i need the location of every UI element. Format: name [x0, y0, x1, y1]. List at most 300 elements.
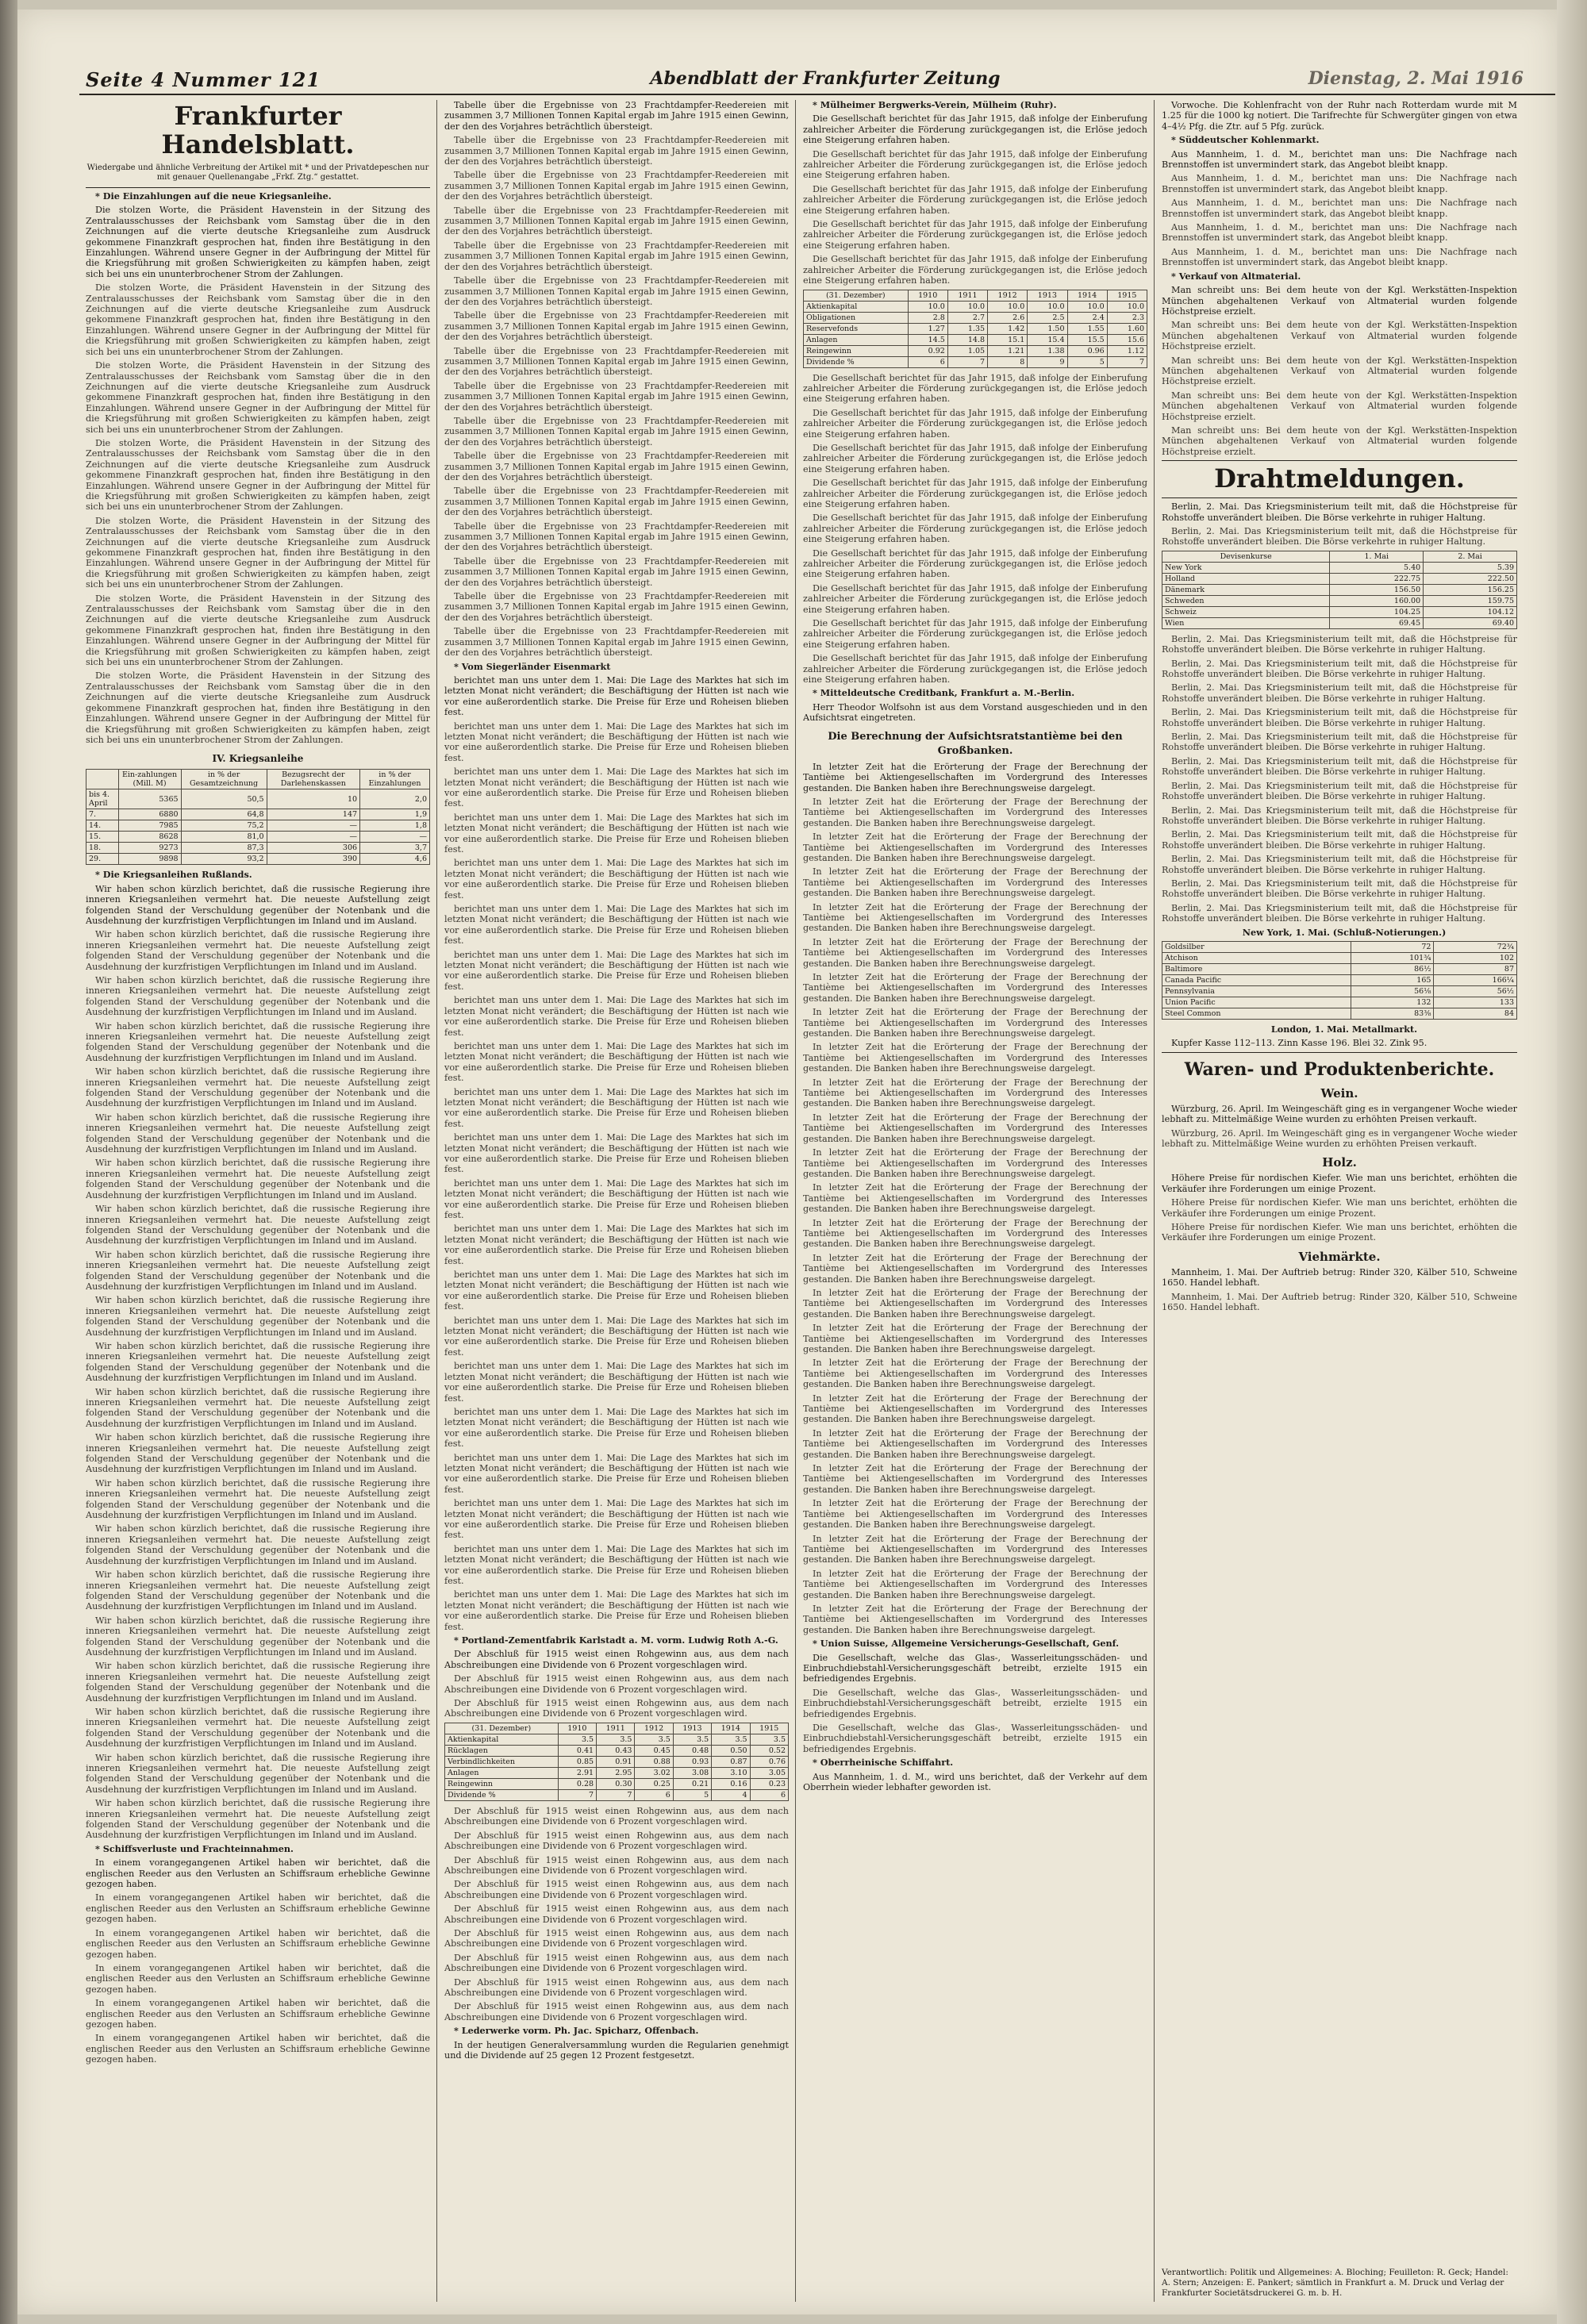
table-cell: 3.02 — [635, 1767, 673, 1778]
table-row — [1162, 573, 1517, 584]
article-title: * Süddeutscher Kohlenmarkt. — [1171, 134, 1320, 146]
table-cell: 3,7 — [360, 843, 430, 854]
table-row — [1162, 952, 1517, 963]
table-cell: 222.75 — [1330, 573, 1424, 584]
article-text: Berlin, 2. Mai. Das Kriegsministerium teilt mit, daß die Höchstpreise für Rohstoffe unverändert bleiben. Die Börse verkehrte in ruhiger Haltung. — [1162, 878, 1517, 900]
article-text: Der Abschluß für 1915 weist einen Rohgewinn aus, aus dem nach Abschreibungen eine Dividende von 6 Prozent vorgeschlagen wird. — [444, 1805, 789, 1827]
einzahlungen-header: in % der Gesamtzeichnung — [181, 770, 267, 789]
article-text: In letzter Zeit hat die Erörterung der Frage der Berechnung der Tantième bei Aktiengesellschaften im Vordergrund des Interesses gestanden. Die Banken haben ihre Berechnungsweise dargelegt. — [803, 1007, 1147, 1039]
table-cell: 156.25 — [1424, 584, 1517, 595]
article-text: Berlin, 2. Mai. Das Kriegsministerium teilt mit, daß die Höchstpreise für Rohstoffe unverändert bleiben. Die Börse verkehrte in ruhiger Haltung. — [1162, 755, 1517, 778]
article-text: Berlin, 2. Mai. Das Kriegsministerium teilt mit, daß die Höchstpreise für Rohstoffe unverändert bleiben. Die Börse verkehrte in ruhiger Haltung. — [1162, 707, 1517, 728]
article-text: Aus Mannheim, 1. d. M., berichtet man uns: Die Nachfrage nach Brennstoffen ist unvermindert stark, das Angebot bleibt knapp. — [1162, 198, 1517, 219]
einzahlungen-header: Ein-zahlungen (Mill. M) — [118, 770, 181, 789]
article-text: Der Abschluß für 1915 weist einen Rohgewinn aus, aus dem nach Abschreibungen eine Dividende von 6 Prozent vorgeschlagen wird. — [444, 2001, 789, 2022]
article-text: berichtet man uns unter dem 1. Mai: Die Lage des Marktes hat sich im letzten Monat nicht verändert; die Beschäftigung der Hütten ist nach wie vor eine außerordentlich starke. Die Preise für Erze und Roheisen blieben fest. — [444, 1543, 789, 1586]
article-text: Aus Mannheim, 1. d. M., berichtet man uns: Die Nachfrage nach Brennstoffen ist unvermindert stark, das Angebot bleibt knapp. — [1162, 173, 1517, 194]
muelheim-header: (31. Dezember) — [804, 290, 909, 301]
article-text: In letzter Zeit hat die Erörterung der Frage der Berechnung der Tantième bei Aktiengesellschaften im Vordergrund des Interesses gestanden. Die Banken haben ihre Berechnungsweise dargelegt. — [803, 796, 1147, 828]
table-row — [1162, 974, 1517, 985]
table-cell: Steel Common — [1162, 1008, 1351, 1019]
table-cell: 7 — [947, 356, 987, 367]
table-cell: 14.8 — [947, 334, 987, 345]
article-text: In letzter Zeit hat die Erörterung der Frage der Berechnung der Tantième bei Aktiengesellschaften im Vordergrund des Interesses gestanden. Die Banken haben ihre Berechnungsweise dargelegt. — [803, 1217, 1147, 1250]
article-text: Berlin, 2. Mai. Das Kriegsministerium teilt mit, daß die Höchstpreise für Rohstoffe unverändert bleiben. Die Börse verkehrte in ruhiger Haltung. — [1162, 501, 1517, 523]
table-cell: 56⅛ — [1351, 985, 1434, 997]
article-text: In letzter Zeit hat die Erörterung der Frage der Berechnung der Tantième bei Aktiengesellschaften im Vordergrund des Interesses gestanden. Die Banken haben ihre Berechnungsweise dargelegt. — [803, 1252, 1147, 1285]
article-text: berichtet man uns unter dem 1. Mai: Die Lage des Marktes hat sich im letzten Monat nicht verändert; die Beschäftigung der Hütten ist nach wie vor eine außerordentlich starke. Die Preise für Erze und Roheisen blieben fest. — [444, 1270, 789, 1312]
article-text: Der Abschluß für 1915 weist einen Rohgewinn aus, aus dem nach Abschreibungen eine Dividende von 6 Prozent vorgeschlagen wird. — [444, 1903, 789, 1925]
table-cell: 2,0 — [360, 789, 430, 809]
table-cell: Aktienkapital — [804, 301, 909, 312]
table-cell: 8 — [988, 356, 1028, 367]
table-row — [1162, 584, 1517, 595]
table-cell: 104.25 — [1330, 606, 1424, 617]
table-cell: — — [267, 820, 359, 832]
table-cell: Dänemark — [1162, 584, 1330, 595]
table-cell: 14. — [86, 820, 119, 832]
article-text: Der Abschluß für 1915 weist einen Rohgewinn aus, aus dem nach Abschreibungen eine Dividende von 6 Prozent vorgeschlagen wird. — [444, 1830, 789, 1852]
article-text: In einem vorangegangenen Artikel haben wir berichtet, daß die englischen Reeder aus den Verlusten an Schiffsraum erhebliche Gewinne gezogen haben. — [86, 1962, 430, 1995]
table-cell: 64,8 — [181, 809, 267, 820]
table-cell: Reservefonds — [804, 323, 909, 334]
article-text: Wir haben schon kürzlich berichtet, daß die russische Regierung ihre inneren Kriegsanleihen vermehrt hat. Die neueste Aufstellung zeigt folgenden Stand der Verschuldung gegenüber der Notenbank und die Ausdehnung der kurzfristigen Verpflichtungen im Inland und im Ausland. — [86, 1798, 430, 1841]
header-rule — [79, 94, 1555, 95]
table-cell: Union Pacific — [1162, 997, 1351, 1008]
table-cell: 1,8 — [360, 820, 430, 832]
article-text: Die Gesellschaft berichtet für das Jahr 1915, daß infolge der Einberufung zahlreicher Arbeiter die Förderung zurückgegangen ist, die Erlöse jedoch eine Steigerung erfahren haben. — [803, 407, 1147, 440]
column-1 — [86, 100, 430, 2302]
article-text: Höhere Preise für nordischen Kiefer. Wie man uns berichtet, erhöhten die Verkäufer ihre Forderungen um einige Prozent. — [1162, 1173, 1517, 1194]
table-cell: 7. — [86, 809, 119, 820]
table-cell: 147 — [267, 809, 359, 820]
date-line: Dienstag, 2. Mai 1916 — [1308, 68, 1524, 89]
article-text: Die stolzen Worte, die Präsident Havenstein in der Sitzung des Zentralausschusses der Reichsbank vom Samstag über die in den Zeichnungen auf die vierte deutsche Kriegsanleihe zum Ausdruck gekommene Finanzkraft gesprochen hat, finden ihre Bestätigung in den Einzahlungen. Während unsere Gegner in der Aufbringung der Mittel für die Kriegsführung mit großen Schwierigkeiten zu kämpfen haben, zeigt sich bei uns ein ununterbrochener Strom der Zahlungen. — [86, 360, 430, 435]
article-text: Tabelle über die Ergebnisse von 23 Frachtdampfer-Reedereien mit zusammen 3,7 Millionen Tonnen Kapital ergab im Jahre 1915 einen Gewinn, der den des Vorjahres beträchtlich übersteigt. — [444, 170, 789, 202]
article-text: Die Gesellschaft berichtet für das Jahr 1915, daß infolge der Einberufung zahlreicher Arbeiter die Förderung zurückgegangen ist, die Erlöse jedoch eine Steigerung erfahren haben. — [803, 372, 1147, 405]
table-cell: 3.08 — [673, 1767, 711, 1778]
table-row — [445, 1778, 789, 1789]
article-text: In letzter Zeit hat die Erörterung der Frage der Berechnung der Tantième bei Aktiengesellschaften im Vordergrund des Interesses gestanden. Die Banken haben ihre Berechnungsweise dargelegt. — [803, 1603, 1147, 1635]
table-cell: Verbindlichkeiten — [445, 1756, 559, 1767]
article-text: Die Gesellschaft berichtet für das Jahr 1915, daß infolge der Einberufung zahlreicher Arbeiter die Förderung zurückgegangen ist, die Erlöse jedoch eine Steigerung erfahren haben. — [803, 478, 1147, 509]
article-title: * Die Kriegsanleihen Rußlands. — [95, 869, 252, 881]
article-text: Wir haben schon kürzlich berichtet, daß die russische Regierung ihre inneren Kriegsanleihen vermehrt hat. Die neueste Aufstellung zeigt folgenden Stand der Verschuldung gegenüber der Notenbank und die Ausdehnung der kurzfristigen Verpflichtungen im Inland und im Ausland. — [86, 1661, 430, 1704]
table-cell: 5.40 — [1330, 562, 1424, 573]
article-text: In letzter Zeit hat die Erörterung der Frage der Berechnung der Tantième bei Aktiengesellschaften im Vordergrund des Interesses gestanden. Die Banken haben ihre Berechnungsweise dargelegt. — [803, 1463, 1147, 1495]
section-heading: Drahtmeldungen. — [1214, 463, 1465, 494]
article-text: berichtet man uns unter dem 1. Mai: Die Lage des Marktes hat sich im letzten Monat nicht verändert; die Beschäftigung der Hütten ist nach wie vor eine außerordentlich starke. Die Preise für Erze und Roheisen blieben fest. — [444, 1315, 789, 1358]
article-text: berichtet man uns unter dem 1. Mai: Die Lage des Marktes hat sich im letzten Monat nicht verändert; die Beschäftigung der Hütten ist nach wie vor eine außerordentlich starke. Die Preise für Erze und Roheisen blieben fest. — [444, 949, 789, 992]
table-cell: Anlagen — [445, 1767, 559, 1778]
table-cell: 14.5 — [908, 334, 947, 345]
table-cell: 7 — [1107, 356, 1147, 367]
article-text: Der Abschluß für 1915 weist einen Rohgewinn aus, aus dem nach Abschreibungen eine Dividende von 6 Prozent vorgeschlagen wird. — [444, 1952, 789, 1974]
article-text: Wir haben schon kürzlich berichtet, daß die russische Regierung ihre inneren Kriegsanleihen vermehrt hat. Die neueste Aufstellung zeigt folgenden Stand der Verschuldung gegenüber der Notenbank und die Ausdehnung der kurzfristigen Verpflichtungen im Inland und im Ausland. — [86, 1706, 430, 1750]
article-text: Aus Mannheim, 1. d. M., berichtet man uns: Die Nachfrage nach Brennstoffen ist unvermindert stark, das Angebot bleibt knapp. — [1162, 222, 1517, 244]
article-text: Der Abschluß für 1915 weist einen Rohgewinn aus, aus dem nach Abschreibungen eine Dividende von 6 Prozent vorgeschlagen wird. — [444, 1976, 789, 1998]
article-text: Die Gesellschaft berichtet für das Jahr 1915, daß infolge der Einberufung zahlreicher Arbeiter die Förderung zurückgegangen ist, die Erlöse jedoch eine Steigerung erfahren haben. — [803, 582, 1147, 615]
article-text: Tabelle über die Ergebnisse von 23 Frachtdampfer-Reedereien mit zusammen 3,7 Millionen Tonnen Kapital ergab im Jahre 1915 einen Gewinn, der den des Vorjahres beträchtlich übersteigt. — [444, 415, 789, 448]
table-row — [804, 334, 1147, 345]
article-text: berichtet man uns unter dem 1. Mai: Die Lage des Marktes hat sich im letzten Monat nicht verändert; die Beschäftigung der Hütten ist nach wie vor eine außerordentlich starke. Die Preise für Erze und Roheisen blieben fest. — [444, 1132, 789, 1175]
article-text: berichtet man uns unter dem 1. Mai: Die Lage des Marktes hat sich im letzten Monat nicht verändert; die Beschäftigung der Hütten ist nach wie vor eine außerordentlich starke. Die Preise für Erze und Roheisen blieben fest. — [444, 1040, 789, 1084]
table-cell: 3.5 — [635, 1734, 673, 1745]
article-text: Wir haben schon kürzlich berichtet, daß die russische Regierung ihre inneren Kriegsanleihen vermehrt hat. Die neueste Aufstellung zeigt folgenden Stand der Verschuldung gegenüber der Notenbank und die Ausdehnung der kurzfristigen Verpflichtungen im Inland und im Ausland. — [86, 1112, 430, 1155]
article-text: Man schreibt uns: Bei dem heute von der Kgl. Werkstätten-Inspektion München abgehaltenen Verkauf von Altmaterial wurden folgende Höchstpreise erzielt. — [1162, 390, 1517, 422]
article-text: berichtet man uns unter dem 1. Mai: Die Lage des Marktes hat sich im letzten Monat nicht verändert; die Beschäftigung der Hütten ist nach wie vor eine außerordentlich starke. Die Preise für Erze und Roheisen blieben fest. — [444, 1086, 789, 1129]
article-text: Tabelle über die Ergebnisse von 23 Frachtdampfer-Reedereien mit zusammen 3,7 Millionen Tonnen Kapital ergab im Jahre 1915 einen Gewinn, der den des Vorjahres beträchtlich übersteigt. — [444, 310, 789, 343]
table-cell: 166¼ — [1434, 974, 1517, 985]
table-row — [1162, 941, 1517, 952]
table-cell: 5365 — [118, 789, 181, 809]
table-cell: 75,2 — [181, 820, 267, 832]
table-row — [804, 345, 1147, 356]
article-text: Tabelle über die Ergebnisse von 23 Frachtdampfer-Reedereien mit zusammen 3,7 Millionen Tonnen Kapital ergab im Jahre 1915 einen Gewinn, der den des Vorjahres beträchtlich übersteigt. — [444, 626, 789, 659]
table-cell: 0.48 — [673, 1745, 711, 1756]
article-text: In letzter Zeit hat die Erörterung der Frage der Berechnung der Tantième bei Aktiengesellschaften im Vordergrund des Interesses gestanden. Die Banken haben ihre Berechnungsweise dargelegt. — [803, 1287, 1147, 1319]
article-text: Die Gesellschaft berichtet für das Jahr 1915, daß infolge der Einberufung zahlreicher Arbeiter die Förderung zurückgegangen ist, die Erlöse jedoch eine Steigerung erfahren haben. — [803, 183, 1147, 216]
table-row — [804, 312, 1147, 323]
table-cell: 5 — [673, 1789, 711, 1800]
table-cell: 56½ — [1434, 985, 1517, 997]
table-cell: 0.92 — [908, 345, 947, 356]
article-text: In letzter Zeit hat die Erörterung der Frage der Berechnung der Tantième bei Aktiengesellschaften im Vordergrund des Interesses gestanden. Die Banken haben ihre Berechnungsweise dargelegt. — [803, 936, 1147, 969]
article-title: * Mitteldeutsche Creditbank, Frankfurt a. M.-Berlin. — [813, 687, 1075, 699]
table-cell: 6 — [908, 356, 947, 367]
article-text: berichtet man uns unter dem 1. Mai: Die Lage des Marktes hat sich im letzten Monat nicht verändert; die Beschäftigung der Hütten ist nach wie vor eine außerordentlich starke. Die Preise für Erze und Roheisen blieben fest. — [444, 1498, 789, 1541]
article-text: Wir haben schon kürzlich berichtet, daß die russische Regierung ihre inneren Kriegsanleihen vermehrt hat. Die neueste Aufstellung zeigt folgenden Stand der Verschuldung gegenüber der Notenbank und die Ausdehnung der kurzfristigen Verpflichtungen im Inland und im Ausland. — [86, 1340, 430, 1384]
article-text: Die Gesellschaft berichtet für das Jahr 1915, daß infolge der Einberufung zahlreicher Arbeiter die Förderung zurückgegangen ist, die Erlöse jedoch eine Steigerung erfahren haben. — [803, 513, 1147, 545]
article-text: Die stolzen Worte, die Präsident Havenstein in der Sitzung des Zentralausschusses der Reichsbank vom Samstag über die in den Zeichnungen auf die vierte deutsche Kriegsanleihe zum Ausdruck gekommene Finanzkraft gesprochen hat, finden ihre Bestätigung in den Einzahlungen. Während unsere Gegner in der Aufbringung der Mittel für die Kriegsführung mit großen Schwierigkeiten zu kämpfen haben, zeigt sich bei uns ein ununterbrochener Strom der Zahlungen. — [86, 437, 430, 513]
table-cell: Wien — [1162, 617, 1330, 628]
article-title: * Portland-Zementfabrik Karlstadt a. M. vorm. Ludwig Roth A.-G. — [454, 1634, 778, 1646]
table-cell: 101¾ — [1351, 952, 1434, 963]
article-text: Kupfer Kasse 112–113. Zinn Kasse 196. Blei 32. Zink 95. — [1171, 1038, 1428, 1049]
page-number: Seite 4 Nummer 121 — [86, 68, 321, 91]
table-cell: 10.0 — [947, 301, 987, 312]
table-cell: 0.25 — [635, 1778, 673, 1789]
table-cell: 9273 — [118, 843, 181, 854]
article-text: berichtet man uns unter dem 1. Mai: Die Lage des Marktes hat sich im letzten Monat nicht verändert; die Beschäftigung der Hütten ist nach wie vor eine außerordentlich starke. Die Preise für Erze und Roheisen blieben fest. — [444, 674, 789, 718]
muelheim-header: 1915 — [1107, 290, 1147, 301]
table-cell: 8628 — [118, 832, 181, 843]
article-text: berichtet man uns unter dem 1. Mai: Die Lage des Marktes hat sich im letzten Monat nicht verändert; die Beschäftigung der Hütten ist nach wie vor eine außerordentlich starke. Die Preise für Erze und Roheisen blieben fest. — [444, 904, 789, 947]
article-text: Die Gesellschaft, welche das Glas-, Wasserleitungsschäden- und Einbruchdiebstahl-Versicherungsgeschäft betreibt, erzielte 1915 ein befriedigendes Ergebnis. — [803, 1652, 1147, 1684]
article-text: Aus Mannheim, 1. d. M., wird uns berichtet, daß der Verkehr auf dem Oberrhein wieder lebhafter geworden ist. — [803, 1771, 1147, 1793]
muelheim-table — [803, 290, 1147, 368]
article-text: In letzter Zeit hat die Erörterung der Frage der Berechnung der Tantième bei Aktiengesellschaften im Vordergrund des Interesses gestanden. Die Banken haben ihre Berechnungsweise dargelegt. — [803, 1323, 1147, 1354]
table-cell: 15.1 — [988, 334, 1028, 345]
table-cell: 9898 — [118, 854, 181, 865]
article-text: Berlin, 2. Mai. Das Kriegsministerium teilt mit, daß die Höchstpreise für Rohstoffe unverändert bleiben. Die Börse verkehrte in ruhiger Haltung. — [1162, 633, 1517, 655]
paper-name: Abendblatt der Frankfurter Zeitung — [650, 68, 1001, 89]
table-cell: 390 — [267, 854, 359, 865]
table-cell: 0.41 — [558, 1745, 596, 1756]
article-text: In einem vorangegangenen Artikel haben wir berichtet, daß die englischen Reeder aus den Verlusten an Schiffsraum erhebliche Gewinne gezogen haben. — [86, 1927, 430, 1960]
article-text: Wir haben schon kürzlich berichtet, daß die russische Regierung ihre inneren Kriegsanleihen vermehrt hat. Die neueste Aufstellung zeigt folgenden Stand der Verschuldung gegenüber der Notenbank und die Ausdehnung der kurzfristigen Verpflichtungen im Inland und im Ausland. — [86, 1615, 430, 1658]
article-text: Wir haben schon kürzlich berichtet, daß die russische Regierung ihre inneren Kriegsanleihen vermehrt hat. Die neueste Aufstellung zeigt folgenden Stand der Verschuldung gegenüber der Notenbank und die Ausdehnung der kurzfristigen Verpflichtungen im Inland und im Ausland. — [86, 1158, 430, 1200]
table-cell: Holland — [1162, 573, 1330, 584]
table-cell: 0.76 — [750, 1756, 788, 1767]
article-text: Berlin, 2. Mai. Das Kriegsministerium teilt mit, daß die Höchstpreise für Rohstoffe unverändert bleiben. Die Börse verkehrte in ruhiger Haltung. — [1162, 805, 1517, 826]
article-text: Wir haben schon kürzlich berichtet, daß die russische Regierung ihre inneren Kriegsanleihen vermehrt hat. Die neueste Aufstellung zeigt folgenden Stand der Verschuldung gegenüber der Notenbank und die Ausdehnung der kurzfristigen Verpflichtungen im Inland und im Ausland. — [86, 1020, 430, 1063]
article-text: Berlin, 2. Mai. Das Kriegsministerium teilt mit, daß die Höchstpreise für Rohstoffe unverändert bleiben. Die Börse verkehrte in ruhiger Haltung. — [1162, 732, 1517, 753]
table-cell: 5 — [1067, 356, 1107, 367]
devisen-table — [1162, 551, 1517, 629]
article-text: In der heutigen Generalversammlung wurden die Regularien genehmigt und die Dividende auf 25 gegen 12 Prozent festgesetzt. — [444, 2039, 789, 2061]
article-text: Die Gesellschaft berichtet für das Jahr 1915, daß infolge der Einberufung zahlreicher Arbeiter die Förderung zurückgegangen ist, die Erlöse jedoch eine Steigerung erfahren haben. — [803, 653, 1147, 686]
subsection-heading: Holz. — [1322, 1155, 1357, 1170]
table-cell: 2.95 — [597, 1767, 635, 1778]
portland-header: (31. Dezember) — [445, 1723, 559, 1734]
article-text: Wir haben schon kürzlich berichtet, daß die russische Regierung ihre inneren Kriegsanleihen vermehrt hat. Die neueste Aufstellung zeigt folgenden Stand der Verschuldung gegenüber der Notenbank und die Ausdehnung der kurzfristigen Verpflichtungen im Inland und im Ausland. — [86, 929, 430, 972]
column-rule — [1154, 100, 1155, 2302]
table-cell: 15. — [86, 832, 119, 843]
table-cell: 10.0 — [908, 301, 947, 312]
table-cell: 2.91 — [558, 1767, 596, 1778]
article-text: In letzter Zeit hat die Erörterung der Frage der Berechnung der Tantième bei Aktiengesellschaften im Vordergrund des Interesses gestanden. Die Banken haben ihre Berechnungsweise dargelegt. — [803, 832, 1147, 863]
table-cell: Obligationen — [804, 312, 909, 323]
article-text: Berlin, 2. Mai. Das Kriegsministerium teilt mit, daß die Höchstpreise für Rohstoffe unverändert bleiben. Die Börse verkehrte in ruhiger Haltung. — [1162, 526, 1517, 547]
table-cell: 2.7 — [947, 312, 987, 323]
article-title: * Lederwerke vorm. Ph. Jac. Spicharz, Offenbach. — [454, 2025, 699, 2037]
article-text: Herr Theodor Wolfsohn ist aus dem Vorstand ausgeschieden und in den Aufsichtsrat eingetreten. — [803, 701, 1147, 724]
article-text: Wir haben schon kürzlich berichtet, daß die russische Regierung ihre inneren Kriegsanleihen vermehrt hat. Die neueste Aufstellung zeigt folgenden Stand der Verschuldung gegenüber der Notenbank und die Ausdehnung der kurzfristigen Verpflichtungen im Inland und im Ausland. — [86, 1432, 430, 1475]
imprint: Verantwortlich: Politik und Allgemeines: A. Bloching; Feuilleton: R. Geck; Handel: A. Stern; Anzeigen: E. Pankert; sämtlich in Frankfurt a. M. Druck und Verlag der Frankfurter Societätsdruckerei G. m. b. H. — [1162, 2268, 1508, 2298]
table-cell: — — [360, 832, 430, 843]
article-text: Wir haben schon kürzlich berichtet, daß die russische Regierung ihre inneren Kriegsanleihen vermehrt hat. Die neueste Aufstellung zeigt folgenden Stand der Verschuldung gegenüber der Notenbank und die Ausdehnung der kurzfristigen Verpflichtungen im Inland und im Ausland. — [86, 1295, 430, 1338]
article-title: * Vom Siegerländer Eisenmarkt — [454, 660, 611, 672]
muelheim-header: 1910 — [908, 290, 947, 301]
table-cell: 3.5 — [750, 1734, 788, 1745]
article-text: Tabelle über die Ergebnisse von 23 Frachtdampfer-Reedereien mit zusammen 3,7 Millionen Tonnen Kapital ergab im Jahre 1915 einen Gewinn, der den des Vorjahres beträchtlich übersteigt. — [444, 451, 789, 482]
article-text: Berlin, 2. Mai. Das Kriegsministerium teilt mit, daß die Höchstpreise für Rohstoffe unverändert bleiben. Die Börse verkehrte in ruhiger Haltung. — [1162, 682, 1517, 704]
article-text: In letzter Zeit hat die Erörterung der Frage der Berechnung der Tantième bei Aktiengesellschaften im Vordergrund des Interesses gestanden. Die Banken haben ihre Berechnungsweise dargelegt. — [803, 1427, 1147, 1460]
article-text: In letzter Zeit hat die Erörterung der Frage der Berechnung der Tantième bei Aktiengesellschaften im Vordergrund des Interesses gestanden. Die Banken haben ihre Berechnungsweise dargelegt. — [803, 1077, 1147, 1109]
table-cell: 2.4 — [1067, 312, 1107, 323]
table-cell: 69.40 — [1424, 617, 1517, 628]
table-row — [1162, 606, 1517, 617]
article-text: berichtet man uns unter dem 1. Mai: Die Lage des Marktes hat sich im letzten Monat nicht verändert; die Beschäftigung der Hütten ist nach wie vor eine außerordentlich starke. Die Preise für Erze und Roheisen blieben fest. — [444, 1589, 789, 1632]
article-text: Die Gesellschaft, welche das Glas-, Wasserleitungsschäden- und Einbruchdiebstahl-Versicherungsgeschäft betreibt, erzielte 1915 ein befriedigendes Ergebnis. — [803, 1687, 1147, 1719]
article-text: Tabelle über die Ergebnisse von 23 Frachtdampfer-Reedereien mit zusammen 3,7 Millionen Tonnen Kapital ergab im Jahre 1915 einen Gewinn, der den des Vorjahres beträchtlich übersteigt. — [444, 520, 789, 553]
article-text: In letzter Zeit hat die Erörterung der Frage der Berechnung der Tantième bei Aktiengesellschaften im Vordergrund des Interesses gestanden. Die Banken haben ihre Berechnungsweise dargelegt. — [803, 1042, 1147, 1074]
article-title: London, 1. Mai. Metallmarkt. — [1270, 1023, 1418, 1035]
article-text: Der Abschluß für 1915 weist einen Rohgewinn aus, aus dem nach Abschreibungen eine Dividende von 6 Prozent vorgeschlagen wird. — [444, 1698, 789, 1719]
table-row — [86, 809, 430, 820]
article-text: Die Gesellschaft berichtet für das Jahr 1915, daß infolge der Einberufung zahlreicher Arbeiter die Förderung zurückgegangen ist, die Erlöse jedoch eine Steigerung erfahren haben. — [803, 113, 1147, 146]
table-cell: 0.21 — [673, 1778, 711, 1789]
table-cell: 0.16 — [712, 1778, 750, 1789]
column-rule — [795, 100, 796, 2302]
table-cell: 0.91 — [597, 1756, 635, 1767]
table-row — [86, 843, 430, 854]
table-cell: 0.23 — [750, 1778, 788, 1789]
article-title: * Mülheimer Bergwerks-Verein, Mülheim (Ruhr). — [813, 100, 1057, 110]
table-cell: 29. — [86, 854, 119, 865]
article-text: Die Gesellschaft berichtet für das Jahr 1915, daß infolge der Einberufung zahlreicher Arbeiter die Förderung zurückgegangen ist, die Erlöse jedoch eine Steigerung erfahren haben. — [803, 254, 1147, 286]
table-cell: 0.93 — [673, 1756, 711, 1767]
article-text: Berlin, 2. Mai. Das Kriegsministerium teilt mit, daß die Höchstpreise für Rohstoffe unverändert bleiben. Die Börse verkehrte in ruhiger Haltung. — [1162, 829, 1517, 851]
table-cell: 3.5 — [558, 1734, 596, 1745]
table-row — [804, 323, 1147, 334]
portland-header: 1912 — [635, 1723, 673, 1734]
book-binding — [0, 0, 17, 2324]
table-cell: 7985 — [118, 820, 181, 832]
table-row — [1162, 595, 1517, 606]
table-cell: 1.05 — [947, 345, 987, 356]
portland-table — [444, 1723, 789, 1801]
article-text: berichtet man uns unter dem 1. Mai: Die Lage des Marktes hat sich im letzten Monat nicht verändert; die Beschäftigung der Hütten ist nach wie vor eine außerordentlich starke. Die Preise für Erze und Roheisen blieben fest. — [444, 1223, 789, 1266]
table-cell: 0.96 — [1067, 345, 1107, 356]
table-cell: Aktienkapital — [445, 1734, 559, 1745]
table-cell: 102 — [1434, 952, 1517, 963]
article-title: * Oberrheinische Schiffahrt. — [813, 1757, 954, 1769]
table-cell: Canada Pacific — [1162, 974, 1351, 985]
table-cell: Reingewinn — [804, 345, 909, 356]
article-text: Mannheim, 1. Mai. Der Auftrieb betrug: Rinder 320, Kälber 510, Schweine 1650. Handel lebhaft. — [1162, 1266, 1517, 1289]
article-text: Die Gesellschaft berichtet für das Jahr 1915, daß infolge der Einberufung zahlreicher Arbeiter die Förderung zurückgegangen ist, die Erlöse jedoch eine Steigerung erfahren haben. — [803, 547, 1147, 580]
article-text: berichtet man uns unter dem 1. Mai: Die Lage des Marktes hat sich im letzten Monat nicht verändert; die Beschäftigung der Hütten ist nach wie vor eine außerordentlich starke. Die Preise für Erze und Roheisen blieben fest. — [444, 858, 789, 901]
section-heading: Waren- und Produktenberichte. — [1184, 1058, 1495, 1080]
article-title: * Schiffsverluste und Frachteinnahmen. — [95, 1842, 294, 1854]
table-cell: 0.87 — [712, 1756, 750, 1767]
article-text: Tabelle über die Ergebnisse von 23 Frachtdampfer-Reedereien mit zusammen 3,7 Millionen Tonnen Kapital ergab im Jahre 1915 einen Gewinn, der den des Vorjahres beträchtlich übersteigt. — [444, 275, 789, 307]
table-cell: 3.10 — [712, 1767, 750, 1778]
article-text: In letzter Zeit hat die Erörterung der Frage der Berechnung der Tantième bei Aktiengesellschaften im Vordergrund des Interesses gestanden. Die Banken haben ihre Berechnungsweise dargelegt. — [803, 1112, 1147, 1144]
table-cell: 84 — [1434, 1008, 1517, 1019]
article-text: Tabelle über die Ergebnisse von 23 Frachtdampfer-Reedereien mit zusammen 3,7 Millionen Tonnen Kapital ergab im Jahre 1915 einen Gewinn, der den des Vorjahres beträchtlich übersteigt. — [444, 486, 789, 518]
table-cell: 0.88 — [635, 1756, 673, 1767]
article-text: Man schreibt uns: Bei dem heute von der Kgl. Werkstätten-Inspektion München abgehaltenen Verkauf von Altmaterial wurden folgende Höchstpreise erzielt. — [1162, 355, 1517, 387]
article-text: Wir haben schon kürzlich berichtet, daß die russische Regierung ihre inneren Kriegsanleihen vermehrt hat. Die neueste Aufstellung zeigt folgenden Stand der Verschuldung gegenüber der Notenbank und die Ausdehnung der kurzfristigen Verpflichtungen im Inland und im Ausland. — [86, 1249, 430, 1292]
table-cell: 2.6 — [988, 312, 1028, 323]
article-text: berichtet man uns unter dem 1. Mai: Die Lage des Marktes hat sich im letzten Monat nicht verändert; die Beschäftigung der Hütten ist nach wie vor eine außerordentlich starke. Die Preise für Erze und Roheisen blieben fest. — [444, 1177, 789, 1220]
article-text: Tabelle über die Ergebnisse von 23 Frachtdampfer-Reedereien mit zusammen 3,7 Millionen Tonnen Kapital ergab im Jahre 1915 einen Gewinn, der den des Vorjahres beträchtlich übersteigt. — [444, 380, 789, 413]
article-text: Wir haben schon kürzlich berichtet, daß die russische Regierung ihre inneren Kriegsanleihen vermehrt hat. Die neueste Aufstellung zeigt folgenden Stand der Verschuldung gegenüber der Notenbank und die Ausdehnung der kurzfristigen Verpflichtungen im Inland und im Ausland. — [86, 1523, 430, 1566]
article-title: * Die Einzahlungen auf die neue Kriegsanleihe. — [95, 190, 332, 202]
article-text: Berlin, 2. Mai. Das Kriegsministerium teilt mit, daß die Höchstpreise für Rohstoffe unverändert bleiben. Die Börse verkehrte in ruhiger Haltung. — [1162, 658, 1517, 680]
article-text: Wir haben schon kürzlich berichtet, daß die russische Regierung ihre inneren Kriegsanleihen vermehrt hat. Die neueste Aufstellung zeigt folgenden Stand der Verschuldung gegenüber der Notenbank und die Ausdehnung der kurzfristigen Verpflichtungen im Inland und im Ausland. — [86, 1066, 430, 1109]
table-row — [86, 854, 430, 865]
article-text: Aus Mannheim, 1. d. M., berichtet man uns: Die Nachfrage nach Brennstoffen ist unvermindert stark, das Angebot bleibt knapp. — [1162, 148, 1517, 171]
page-edge — [1557, 0, 1587, 2324]
table-cell: 1.27 — [908, 323, 947, 334]
article-title: * Union Suisse, Allgemeine Versicherungs-Gesellschaft, Genf. — [813, 1638, 1119, 1650]
article-text: Die Gesellschaft berichtet für das Jahr 1915, daß infolge der Einberufung zahlreicher Arbeiter die Förderung zurückgegangen ist, die Erlöse jedoch eine Steigerung erfahren haben. — [803, 618, 1147, 650]
article-text: Berlin, 2. Mai. Das Kriegsministerium teilt mit, daß die Höchstpreise für Rohstoffe unverändert bleiben. Die Börse verkehrte in ruhiger Haltung. — [1162, 854, 1517, 875]
table-cell: Dividende % — [804, 356, 909, 367]
table-cell: 7 — [597, 1789, 635, 1800]
table-cell: 1.42 — [988, 323, 1028, 334]
muelheim-header: 1914 — [1067, 290, 1107, 301]
table-cell: 165 — [1351, 974, 1434, 985]
article-text: In einem vorangegangenen Artikel haben wir berichtet, daß die englischen Reeder aus den Verlusten an Schiffsraum erhebliche Gewinne gezogen haben. — [86, 1998, 430, 2030]
portland-header: 1914 — [712, 1723, 750, 1734]
article-text: In letzter Zeit hat die Erörterung der Frage der Berechnung der Tantième bei Aktiengesellschaften im Vordergrund des Interesses gestanden. Die Banken haben ihre Berechnungsweise dargelegt. — [803, 972, 1147, 1004]
table-row — [804, 301, 1147, 312]
article-text: Wir haben schon kürzlich berichtet, daß die russische Regierung ihre inneren Kriegsanleihen vermehrt hat. Die neueste Aufstellung zeigt folgenden Stand der Verschuldung gegenüber der Notenbank und die Ausdehnung der kurzfristigen Verpflichtungen im Inland und im Ausland. — [86, 1569, 430, 1612]
article-text: Würzburg, 26. April. Im Weingeschäft ging es in vergangener Woche wieder lebhaft zu. Mittelmäßige Weine wurden zu erhöhten Preisen verkauft. — [1162, 1127, 1517, 1149]
table-cell: Dividende % — [445, 1789, 559, 1800]
column-2 — [444, 100, 789, 2302]
table-cell: 72¾ — [1434, 941, 1517, 952]
table-cell: Atchison — [1162, 952, 1351, 963]
article-text: In letzter Zeit hat die Erörterung der Frage der Berechnung der Tantième bei Aktiengesellschaften im Vordergrund des Interesses gestanden. Die Banken haben ihre Berechnungsweise dargelegt. — [803, 1533, 1147, 1565]
article-text: Die Gesellschaft berichtet für das Jahr 1915, daß infolge der Einberufung zahlreicher Arbeiter die Förderung zurückgegangen ist, die Erlöse jedoch eine Steigerung erfahren haben. — [803, 219, 1147, 251]
table-cell: 156.50 — [1330, 584, 1424, 595]
article-text: In letzter Zeit hat die Erörterung der Frage der Berechnung der Tantième bei Aktiengesellschaften im Vordergrund des Interesses gestanden. Die Banken haben ihre Berechnungsweise dargelegt. — [803, 901, 1147, 934]
table-cell: 18. — [86, 843, 119, 854]
article-text: berichtet man uns unter dem 1. Mai: Die Lage des Marktes hat sich im letzten Monat nicht verändert; die Beschäftigung der Hütten ist nach wie vor eine außerordentlich starke. Die Preise für Erze und Roheisen blieben fest. — [444, 766, 789, 809]
table-cell: 132 — [1351, 997, 1434, 1008]
article-text: Die stolzen Worte, die Präsident Havenstein in der Sitzung des Zentralausschusses der Reichsbank vom Samstag über die in den Zeichnungen auf die vierte deutsche Kriegsanleihe zum Ausdruck gekommene Finanzkraft gesprochen hat, finden ihre Bestätigung in den Einzahlungen. Während unsere Gegner in der Aufbringung der Mittel für die Kriegsführung mit großen Schwierigkeiten zu kämpfen haben, zeigt sich bei uns ein ununterbrochener Strom der Zahlungen. — [86, 282, 430, 357]
devisen-header: 1. Mai — [1330, 551, 1424, 562]
muelheim-header: 1911 — [947, 290, 987, 301]
table-cell: 1.35 — [947, 323, 987, 334]
table-cell: 15.6 — [1107, 334, 1147, 345]
table-cell: 4 — [712, 1789, 750, 1800]
table-cell: 222.50 — [1424, 573, 1517, 584]
article-text: In letzter Zeit hat die Erörterung der Frage der Berechnung der Tantième bei Aktiengesellschaften im Vordergrund des Interesses gestanden. Die Banken haben ihre Berechnungsweise dargelegt. — [803, 1568, 1147, 1600]
table-cell: 2.5 — [1028, 312, 1067, 323]
einzahlungen-table — [86, 769, 430, 865]
article-text: Die stolzen Worte, die Präsident Havenstein in der Sitzung des Zentralausschusses der Reichsbank vom Samstag über die in den Zeichnungen auf die vierte deutsche Kriegsanleihe zum Ausdruck gekommene Finanzkraft gesprochen hat, finden ihre Bestätigung in den Einzahlungen. Während unsere Gegner in der Aufbringung der Mittel für die Kriegsführung mit großen Schwierigkeiten zu kämpfen haben, zeigt sich bei uns ein ununterbrochener Strom der Zahlungen. — [86, 670, 430, 745]
article-text: berichtet man uns unter dem 1. Mai: Die Lage des Marktes hat sich im letzten Monat nicht verändert; die Beschäftigung der Hütten ist nach wie vor eine außerordentlich starke. Die Preise für Erze und Roheisen blieben fest. — [444, 995, 789, 1038]
muelheim-header: 1912 — [988, 290, 1028, 301]
table-row — [86, 789, 430, 809]
table-cell: 5.39 — [1424, 562, 1517, 573]
table-row — [1162, 1008, 1517, 1019]
subsection-heading: Wein. — [1320, 1085, 1358, 1101]
table-cell: Rücklagen — [445, 1745, 559, 1756]
portland-header: 1911 — [597, 1723, 635, 1734]
article-text: Der Abschluß für 1915 weist einen Rohgewinn aus, aus dem nach Abschreibungen eine Dividende von 6 Prozent vorgeschlagen wird. — [444, 1879, 789, 1900]
column-4 — [1162, 100, 1517, 2302]
article-text: Die Gesellschaft, welche das Glas-, Wasserleitungsschäden- und Einbruchdiebstahl-Versicherungsgeschäft betreibt, erzielte 1915 ein befriedigendes Ergebnis. — [803, 1723, 1147, 1754]
portland-header: 1910 — [558, 1723, 596, 1734]
article-text: Wir haben schon kürzlich berichtet, daß die russische Regierung ihre inneren Kriegsanleihen vermehrt hat. Die neueste Aufstellung zeigt folgenden Stand der Verschuldung gegenüber der Notenbank und die Ausdehnung der kurzfristigen Verpflichtungen im Inland und im Ausland. — [86, 883, 430, 926]
article-text: Tabelle über die Ergebnisse von 23 Frachtdampfer-Reedereien mit zusammen 3,7 Millionen Tonnen Kapital ergab im Jahre 1915 einen Gewinn, der den des Vorjahres beträchtlich übersteigt. — [444, 240, 789, 272]
table-cell: 81,0 — [181, 832, 267, 843]
article-text: Wir haben schon kürzlich berichtet, daß die russische Regierung ihre inneren Kriegsanleihen vermehrt hat. Die neueste Aufstellung zeigt folgenden Stand der Verschuldung gegenüber der Notenbank und die Ausdehnung der kurzfristigen Verpflichtungen im Inland und im Ausland. — [86, 1386, 430, 1429]
article-text: Wir haben schon kürzlich berichtet, daß die russische Regierung ihre inneren Kriegsanleihen vermehrt hat. Die neueste Aufstellung zeigt folgenden Stand der Verschuldung gegenüber der Notenbank und die Ausdehnung der kurzfristigen Verpflichtungen im Inland und im Ausland. — [86, 1752, 430, 1795]
table-cell: 1.60 — [1107, 323, 1147, 334]
article-title: * Verkauf von Altmaterial. — [1171, 270, 1301, 282]
table-cell: 104.12 — [1424, 606, 1517, 617]
table-row — [86, 820, 430, 832]
article-text: In letzter Zeit hat die Erörterung der Frage der Berechnung der Tantième bei Aktiengesellschaften im Vordergrund des Interesses gestanden. Die Banken haben ihre Berechnungsweise dargelegt. — [803, 761, 1147, 793]
article-text: Die Gesellschaft berichtet für das Jahr 1915, daß infolge der Einberufung zahlreicher Arbeiter die Förderung zurückgegangen ist, die Erlöse jedoch eine Steigerung erfahren haben. — [803, 442, 1147, 474]
table-cell: Schweden — [1162, 595, 1330, 606]
article-text: Wir haben schon kürzlich berichtet, daß die russische Regierung ihre inneren Kriegsanleihen vermehrt hat. Die neueste Aufstellung zeigt folgenden Stand der Verschuldung gegenüber der Notenbank und die Ausdehnung der kurzfristigen Verpflichtungen im Inland und im Ausland. — [86, 1204, 430, 1247]
table-cell: 1,9 — [360, 809, 430, 820]
article-text: Mannheim, 1. Mai. Der Auftrieb betrug: Rinder 320, Kälber 510, Schweine 1650. Handel lebhaft. — [1162, 1291, 1517, 1313]
table-cell: 6 — [635, 1789, 673, 1800]
masthead-note: Wiedergabe und ähnliche Verbreitung der Artikel mit * und der Privatdepeschen nur mit genauer Quellenangabe „Frkf. Ztg.“ gestattet. — [86, 163, 429, 182]
article-text: Der Abschluß für 1915 weist einen Rohgewinn aus, aus dem nach Abschreibungen eine Dividende von 6 Prozent vorgeschlagen wird. — [444, 1673, 789, 1695]
table-cell: 83⅜ — [1351, 1008, 1434, 1019]
table-row — [86, 832, 430, 843]
table-row — [1162, 617, 1517, 628]
article-text: In einem vorangegangenen Artikel haben wir berichtet, daß die englischen Reeder aus den Verlusten an Schiffsraum erhebliche Gewinne gezogen haben. — [86, 1892, 430, 1925]
table-cell: 69.45 — [1330, 617, 1424, 628]
devisen-header: Devisenkurse — [1162, 551, 1330, 562]
table-cell: 159.75 — [1424, 595, 1517, 606]
table-row — [445, 1745, 789, 1756]
article-text: Berlin, 2. Mai. Das Kriegsministerium teilt mit, daß die Höchstpreise für Rohstoffe unverändert bleiben. Die Börse verkehrte in ruhiger Haltung. — [1162, 902, 1517, 924]
